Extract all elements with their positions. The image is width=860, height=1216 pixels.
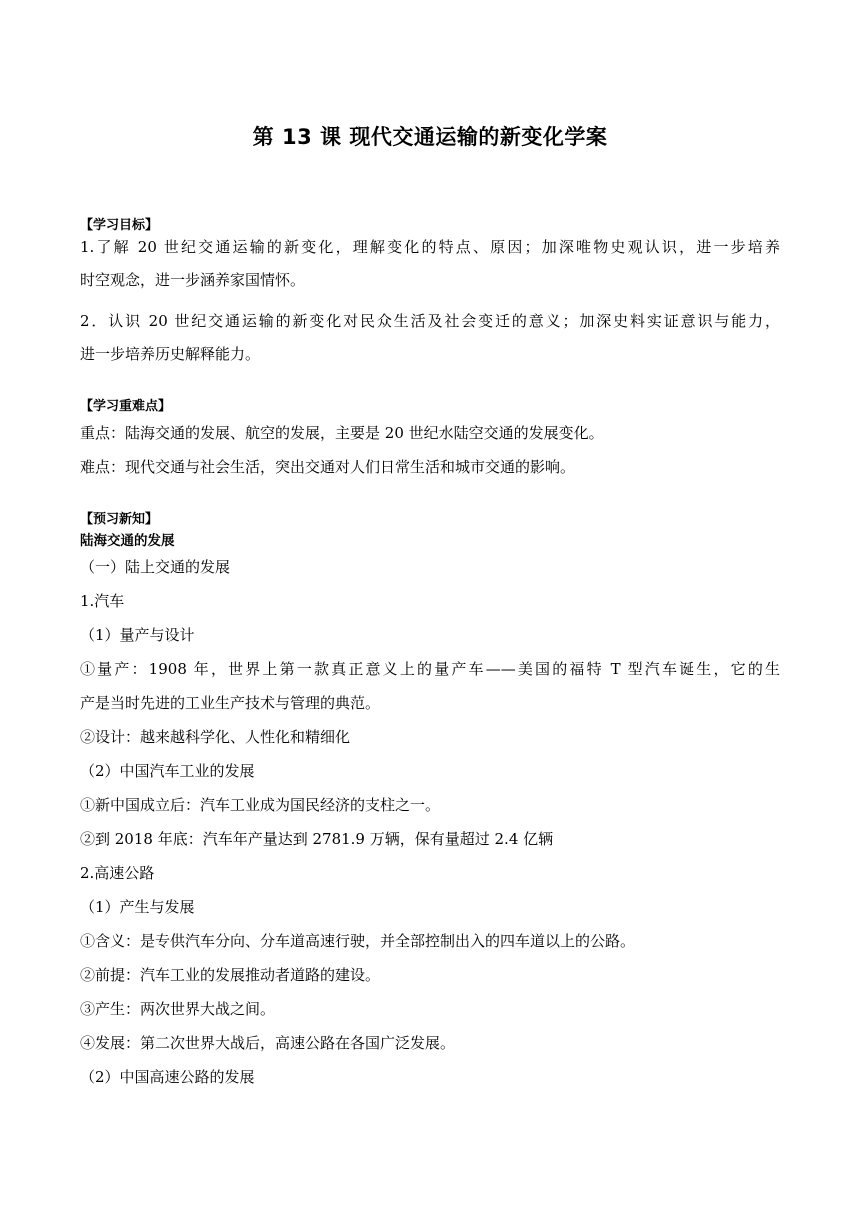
goals-heading: 【学习目标】 (80, 218, 159, 233)
goals-item-1-line-2: 时空观念，进一步涵养家国情怀。 (80, 271, 306, 289)
preview-line: ①含义：是专供汽车分向、分车道高速行驶，并全部控制出入的四车道以上的公路。 (80, 932, 636, 950)
goals-item-2-line-2: 进一步培养历史解释能力。 (80, 345, 261, 363)
preview-line: ③产生：两次世界大战之间。 (80, 1000, 276, 1018)
preview-line: ②到 2018 年底：汽车年产量达到 2781.9 万辆，保有量超过 2.4 亿辆 (80, 830, 554, 848)
preview-line: ①量产：1908 年，世界上第一款真正意义上的量产车——美国的福特 T 型汽车诞生，它的生 (80, 660, 780, 678)
key-points-heading: 【学习重难点】 (80, 399, 172, 414)
key-point-line: 重点：陆海交通的发展、航空的发展，主要是 20 世纪水陆空交通的发展变化。 (80, 424, 604, 442)
goals-item-1-line-1: 1.了解 20 世纪交通运输的新变化，理解变化的特点、原因；加深唯物史观认识，进一步培养 (80, 238, 780, 256)
preview-line: （2）中国高速公路的发展 (80, 1068, 255, 1086)
preview-line: ②设计：越来越科学化、人性化和精细化 (80, 728, 351, 746)
preview-subheading: 陆海交通的发展 (80, 533, 175, 549)
preview-line: ①新中国成立后：汽车工业成为国民经济的支柱之一。 (80, 796, 441, 814)
preview-line: （1）量产与设计 (80, 626, 195, 644)
preview-line: 1.汽车 (80, 592, 125, 610)
preview-line: ④发展：第二次世界大战后，高速公路在各国广泛发展。 (80, 1034, 456, 1052)
preview-line: （2）中国汽车工业的发展 (80, 762, 255, 780)
preview-line: 产是当时先进的工业生产技术与管理的典范。 (80, 694, 381, 712)
goals-item-2-line-1: 2．认识 20 世纪交通运输的新变化对民众生活及社会变迁的意义；加深史料实证意识与能力， (80, 312, 780, 330)
preview-line: （1）产生与发展 (80, 898, 195, 916)
preview-line: 2.高速公路 (80, 864, 155, 882)
preview-line: ②前提：汽车工业的发展推动者道路的建设。 (80, 966, 381, 984)
document-title: 第 13 课 现代交通运输的新变化学案 (252, 125, 608, 149)
difficult-point-line: 难点：现代交通与社会生活，突出交通对人们日常生活和城市交通的影响。 (80, 458, 576, 476)
preview-line: （一）陆上交通的发展 (80, 558, 231, 576)
preview-heading: 【预习新知】 (80, 512, 159, 527)
